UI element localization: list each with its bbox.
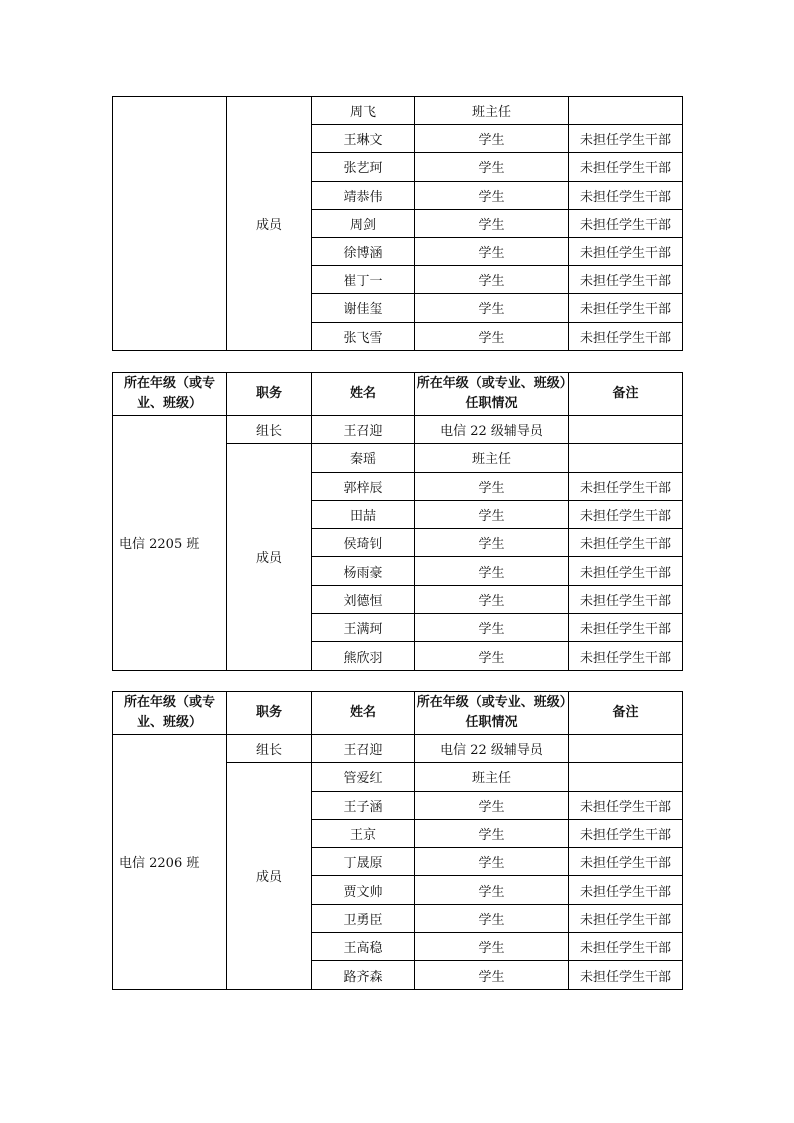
remark-cell: [569, 444, 683, 472]
position-cell: 电信 22 级辅导员: [415, 416, 569, 444]
position-cell: 学生: [415, 819, 569, 847]
position-cell: 学生: [415, 322, 569, 350]
position-cell: 学生: [415, 876, 569, 904]
remark-cell: 未担任学生干部: [569, 585, 683, 613]
name-cell: 谢佳玺: [312, 294, 415, 322]
leader-role-cell: 组长: [227, 735, 312, 763]
position-cell: 学生: [415, 472, 569, 500]
members-table-continued-body: [113, 97, 683, 351]
remark-cell: 未担任学生干部: [569, 322, 683, 350]
position-cell: 学生: [415, 933, 569, 961]
remark-cell: 未担任学生干部: [569, 266, 683, 294]
remark-cell: 未担任学生干部: [569, 791, 683, 819]
position-cell: 学生: [415, 294, 569, 322]
header-name: 姓名: [312, 373, 415, 416]
name-cell: 王琳文: [312, 125, 415, 153]
position-cell: 学生: [415, 614, 569, 642]
header-remark: 备注: [569, 373, 683, 416]
remark-cell: 未担任学生干部: [569, 876, 683, 904]
name-cell: 杨雨豪: [312, 557, 415, 585]
remark-cell: 未担任学生干部: [569, 614, 683, 642]
name-cell: 贾文帅: [312, 876, 415, 904]
remark-cell: 未担任学生干部: [569, 557, 683, 585]
position-cell: 学生: [415, 237, 569, 265]
members-table-continued: [112, 96, 683, 351]
name-cell: 秦瑶: [312, 444, 415, 472]
header-remark: 备注: [569, 692, 683, 735]
remark-cell: [569, 735, 683, 763]
member-row: [113, 97, 683, 125]
class-cell: 电信 2205 班: [113, 416, 227, 671]
header-row: [113, 373, 683, 416]
remark-cell: [569, 97, 683, 125]
class-2206-table-body: [113, 735, 683, 990]
remark-cell: 未担任学生干部: [569, 294, 683, 322]
name-cell: 周剑: [312, 209, 415, 237]
name-cell: 侯琦钊: [312, 529, 415, 557]
position-cell: 学生: [415, 848, 569, 876]
header-grade: 所在年级（或专业、班级）: [113, 373, 227, 416]
position-cell: 学生: [415, 125, 569, 153]
leader-role-cell: 组长: [227, 416, 312, 444]
remark-cell: 未担任学生干部: [569, 529, 683, 557]
name-cell: 王召迎: [312, 735, 415, 763]
header-position: 所在年级（或专业、班级）任职情况: [415, 373, 569, 416]
position-cell: 电信 22 级辅导员: [415, 735, 569, 763]
remark-cell: 未担任学生干部: [569, 642, 683, 670]
name-cell: 管爱红: [312, 763, 415, 791]
header-grade: 所在年级（或专业、班级）: [113, 692, 227, 735]
position-cell: 学生: [415, 500, 569, 528]
position-cell: 学生: [415, 209, 569, 237]
position-cell: 学生: [415, 961, 569, 989]
name-cell: 崔丁一: [312, 266, 415, 294]
remark-cell: [569, 763, 683, 791]
remark-cell: 未担任学生干部: [569, 125, 683, 153]
remark-cell: 未担任学生干部: [569, 933, 683, 961]
position-cell: 学生: [415, 791, 569, 819]
name-cell: 路齐森: [312, 961, 415, 989]
header-role: 职务: [227, 692, 312, 735]
position-cell: 班主任: [415, 97, 569, 125]
name-cell: 王子涵: [312, 791, 415, 819]
leader-row: [113, 735, 683, 763]
header-role: 职务: [227, 373, 312, 416]
position-cell: 学生: [415, 585, 569, 613]
name-cell: 周飞: [312, 97, 415, 125]
name-cell: 王召迎: [312, 416, 415, 444]
leader-row: [113, 416, 683, 444]
class-2206-table: [112, 691, 683, 990]
class-cell: 电信 2206 班: [113, 735, 227, 990]
member-role-cell: 成员: [227, 763, 312, 989]
name-cell: 张飞雪: [312, 322, 415, 350]
position-cell: 学生: [415, 529, 569, 557]
name-cell: 田喆: [312, 500, 415, 528]
name-cell: 郭梓辰: [312, 472, 415, 500]
name-cell: 徐博涵: [312, 237, 415, 265]
class-2205-table-body: [113, 416, 683, 671]
name-cell: 王京: [312, 819, 415, 847]
remark-cell: 未担任学生干部: [569, 819, 683, 847]
role-cell: 成员: [227, 97, 312, 351]
position-cell: 学生: [415, 266, 569, 294]
remark-cell: 未担任学生干部: [569, 961, 683, 989]
position-cell: 学生: [415, 181, 569, 209]
header-position: 所在年级（或专业、班级）任职情况: [415, 692, 569, 735]
name-cell: 丁晟原: [312, 848, 415, 876]
remark-cell: [569, 416, 683, 444]
name-cell: 刘德恒: [312, 585, 415, 613]
position-cell: 学生: [415, 153, 569, 181]
position-cell: 班主任: [415, 763, 569, 791]
name-cell: 张艺珂: [312, 153, 415, 181]
position-cell: 学生: [415, 557, 569, 585]
remark-cell: 未担任学生干部: [569, 181, 683, 209]
name-cell: 靖恭伟: [312, 181, 415, 209]
remark-cell: 未担任学生干部: [569, 237, 683, 265]
remark-cell: 未担任学生干部: [569, 472, 683, 500]
position-cell: 班主任: [415, 444, 569, 472]
header-row: [113, 692, 683, 735]
remark-cell: 未担任学生干部: [569, 904, 683, 932]
name-cell: 王满珂: [312, 614, 415, 642]
name-cell: 王高稳: [312, 933, 415, 961]
remark-cell: 未担任学生干部: [569, 848, 683, 876]
position-cell: 学生: [415, 904, 569, 932]
remark-cell: 未担任学生干部: [569, 209, 683, 237]
class-2205-table: [112, 372, 683, 671]
grade-cell: [113, 97, 227, 351]
header-name: 姓名: [312, 692, 415, 735]
remark-cell: 未担任学生干部: [569, 153, 683, 181]
name-cell: 熊欣羽: [312, 642, 415, 670]
name-cell: 卫勇臣: [312, 904, 415, 932]
member-role-cell: 成员: [227, 444, 312, 670]
remark-cell: 未担任学生干部: [569, 500, 683, 528]
position-cell: 学生: [415, 642, 569, 670]
